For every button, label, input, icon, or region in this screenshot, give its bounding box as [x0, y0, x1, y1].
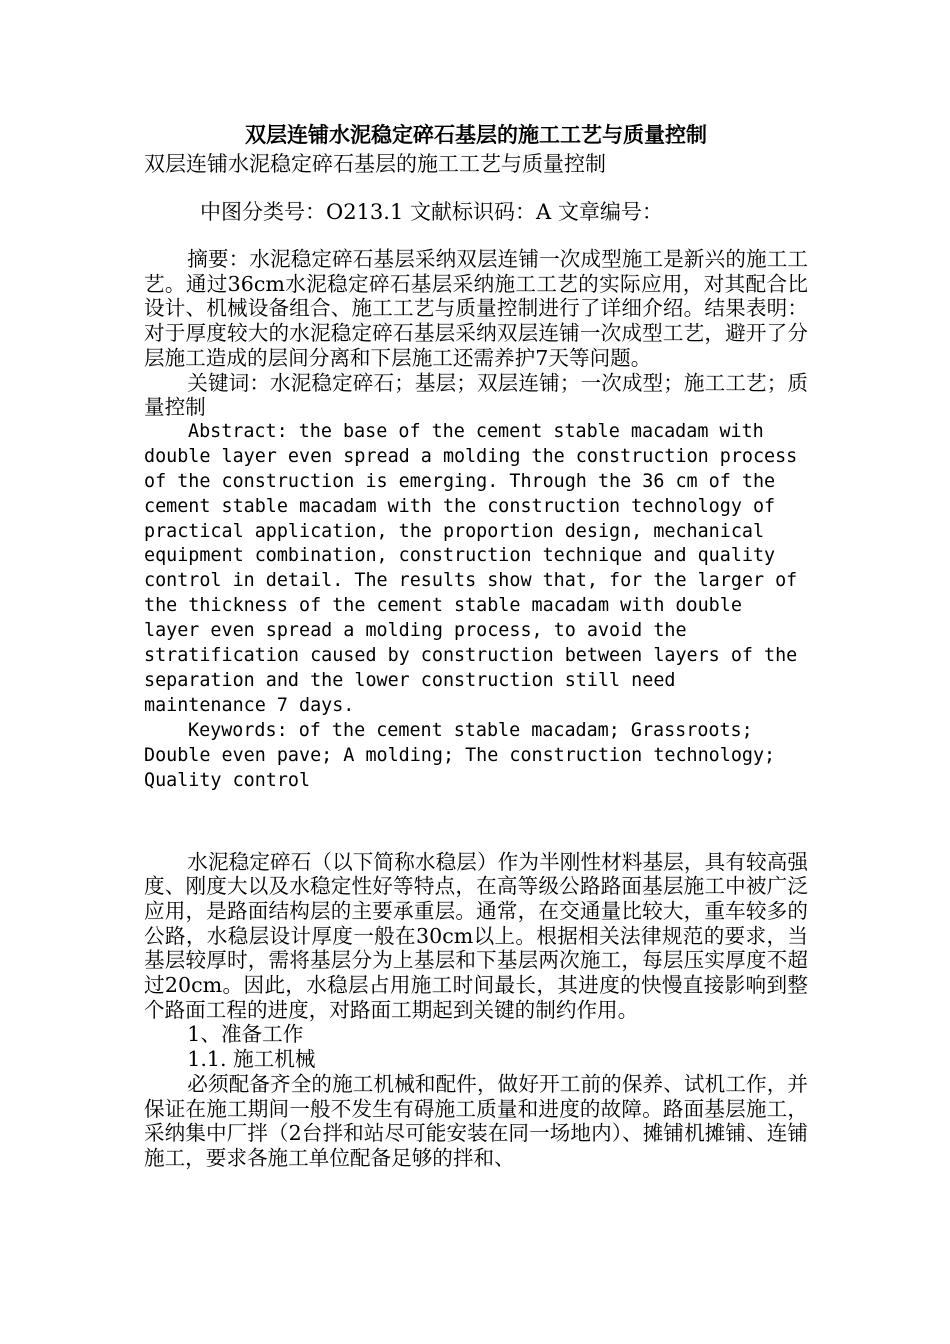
machinery-paragraph: 必须配备齐全的施工机械和配件，做好开工前的保养、试机工作，并保证在施工期间一般不发生有碍施工质量和进度的故障。路面基层施工，采纳集中厂拌（2台拌和站尽可能安装在同一场地内）、摊铺机摊铺、连铺施工，要求各施工单位配备足够的拌和、 [144, 1071, 808, 1170]
abstract-cn: 摘要：水泥稳定碎石基层采纳双层连铺一次成型施工是新兴的施工工艺。通过36cm水泥稳定碎石基层采纳施工工艺的实际应用，对其配合比设计、机械设备组合、施工工艺与质量控制进行了详细介绍。结果表明：对于厚度较大的水泥稳定碎石基层采纳双层连铺一次成型工艺，避开了分层施工造成的层间分离和下层施工还需养护7天等问题。 [144, 247, 808, 370]
keywords-cn: 关键词：水泥稳定碎石；基层；双层连铺；一次成型；施工工艺；质量控制 [144, 370, 808, 420]
classification-line: 中图分类号：O213.1 文献标识码：A 文章编号： [200, 200, 663, 224]
abstract-en: Abstract: the base of the cement stable macadam with double layer even spread a molding the construction process of the construction is emerging. Through the 36 cm of the cement stable macadam with the construction technology of practical application, the proportion design, mechanical equipment combination, construction technique and quality control in detail. The results show that, for the larger of the thickness of the cement stable macadam with double layer even spread a molding process, to avoid the stratification caused by construction between layers of the separation and the lower construction still need maintenance 7 days. [144, 420, 798, 716]
document-subtitle: 双层连铺水泥稳定碎石基层的施工工艺与质量控制 [144, 152, 606, 176]
intro-paragraph: 水泥稳定碎石（以下简称水稳层）作为半刚性材料基层，具有较高强度、刚度大以及水稳定性好等特点，在高等级公路路面基层施工中被广泛应用，是路面结构层的主要承重层。通常，在交通量比较大，重车较多的公路，水稳层设计厚度一般在30cm以上。根据相关法律规范的要求，当基层较厚时，需将基层分为上基层和下基层两次施工，每层压实厚度不超过20cm。因此，水稳层占用施工时间最长，其进度的快慢直接影响到整个路面工程的进度，对路面工期起到关键的制约作用。 [144, 849, 808, 1022]
section-heading-1: 1、准备工作 [187, 1022, 304, 1047]
keywords-en: Keywords: of the cement stable macadam; Grassroots; Double even pave; A molding; The construction technology; Quality control [144, 719, 776, 791]
document-title: 双层连铺水泥稳定碎石基层的施工工艺与质量控制 [245, 122, 707, 147]
section-heading-1-1: 1.1. 施工机械 [187, 1047, 316, 1072]
document-page [144, 120, 808, 1171]
